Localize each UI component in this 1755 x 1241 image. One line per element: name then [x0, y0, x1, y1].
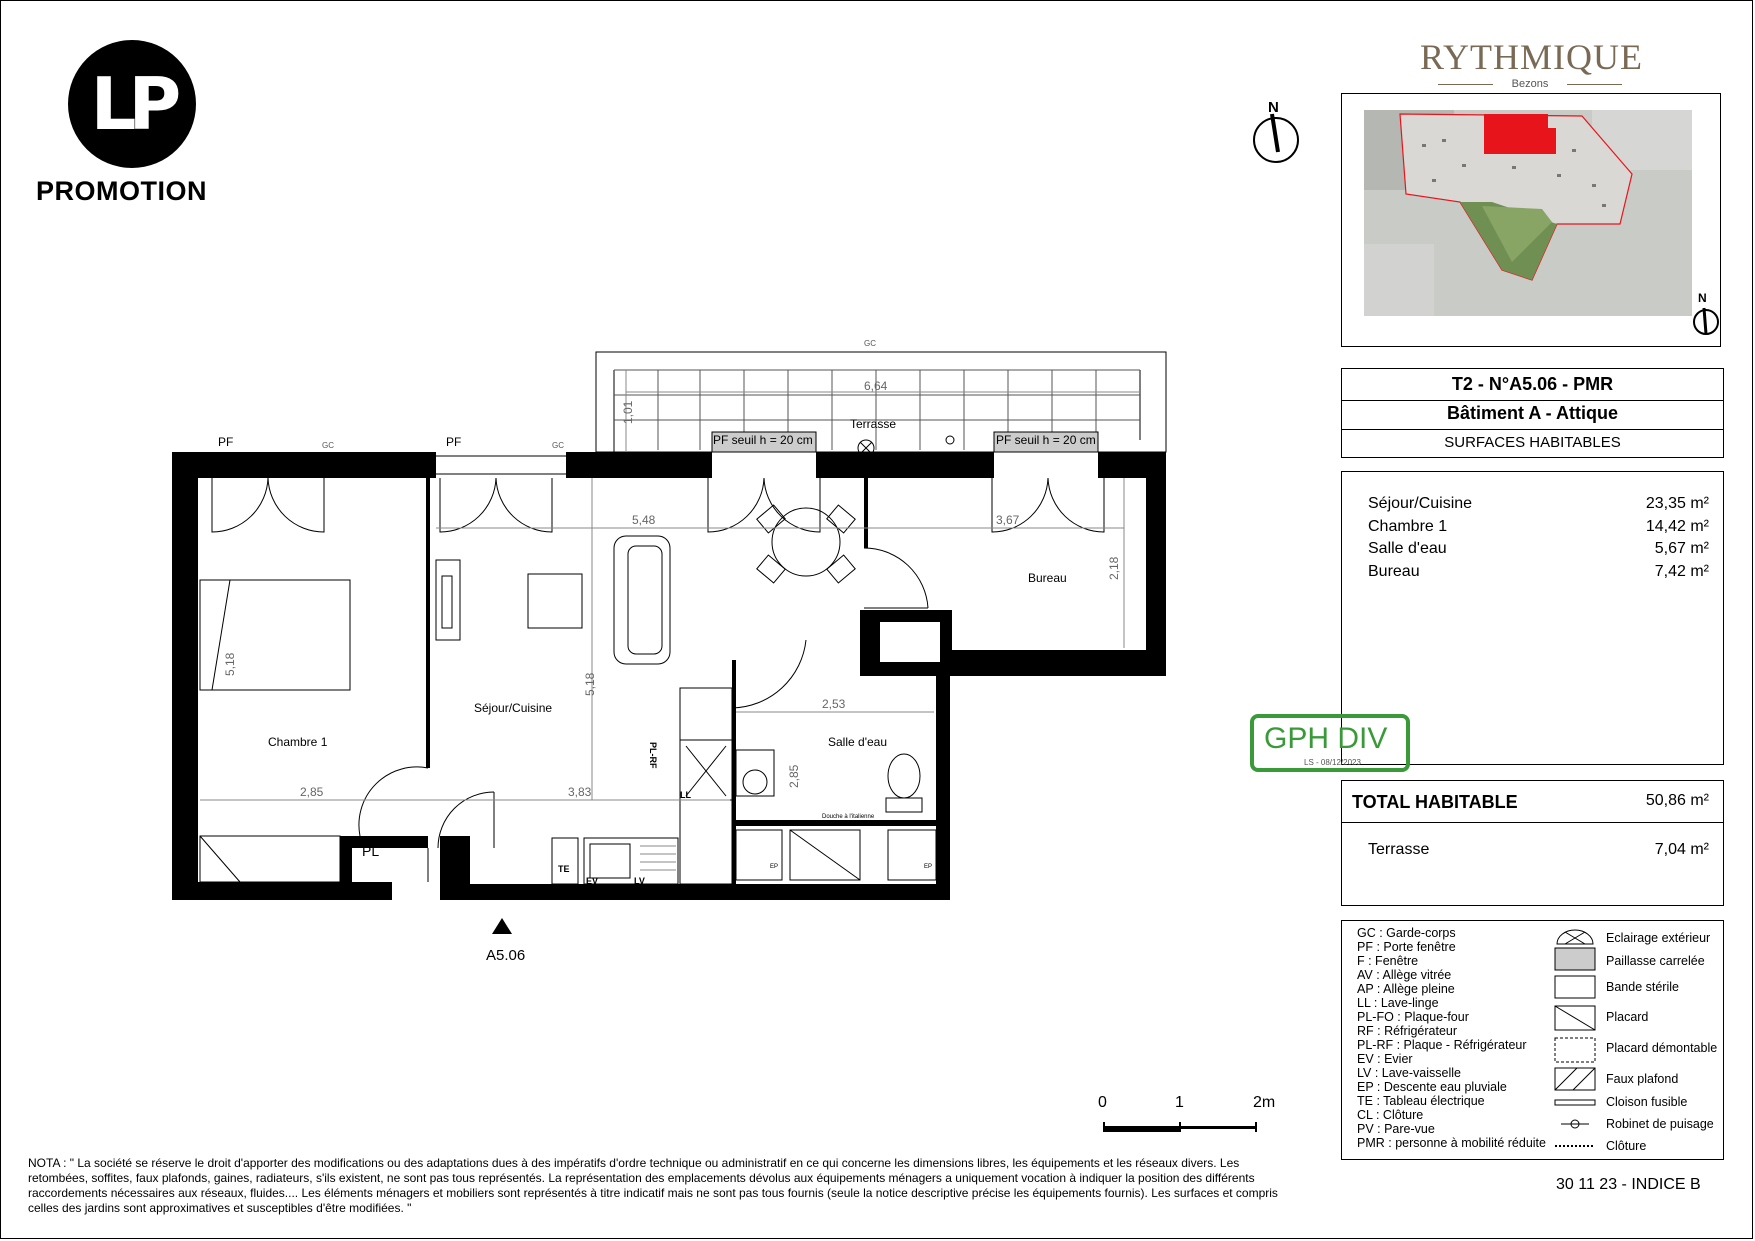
surface-room: Salle d'eau — [1368, 540, 1447, 557]
brand-city: Bezons — [1511, 78, 1549, 90]
legend-symbol-label: Faux plafond — [1606, 1072, 1679, 1086]
legend-symbol-label: Placard démontable — [1606, 1041, 1718, 1055]
surface-area: 14,42 m² — [1645, 518, 1709, 535]
legend-abbreviation: LL : Lave-linge — [1357, 996, 1439, 1010]
legend-symbol-icons — [1553, 926, 1597, 1152]
site-north-label: N — [1698, 291, 1707, 305]
removable-closet-icon — [1555, 1038, 1595, 1062]
logo-letters: LP — [90, 62, 174, 146]
site-plan-map — [1342, 94, 1720, 346]
pf-seuil-label: PF seuil h = 20 cm — [713, 433, 813, 447]
terrace-row — [1368, 841, 1709, 859]
surface-row — [1368, 518, 1709, 536]
legend-abbreviation: RF : Réfrigérateur — [1357, 1024, 1458, 1038]
total-box — [1341, 780, 1724, 906]
sterile-strip-icon — [1555, 976, 1595, 998]
legend-symbol-label: Eclairage extérieur — [1606, 931, 1711, 945]
legend-abbreviation: PMR : personne à mobilité réduite — [1357, 1136, 1546, 1150]
dim-285: 2,85 — [300, 785, 324, 799]
legend-abbreviation: PV : Pare-vue — [1357, 1122, 1435, 1136]
dim-518: 5,18 — [223, 652, 237, 676]
ll-label: LL — [680, 790, 691, 800]
north-arrow-icon — [1248, 96, 1308, 168]
pl-label: PL — [362, 843, 380, 859]
gc-label: GC — [322, 441, 334, 450]
exterior-light-icon — [1557, 930, 1593, 944]
unit-title-box — [1341, 368, 1724, 458]
brand-name: RYTHMIQUE — [1420, 37, 1643, 77]
legend-symbol-label: Bande stérile — [1606, 980, 1679, 994]
surface-area: 7,42 m² — [1654, 563, 1709, 580]
surface-row — [1368, 540, 1709, 558]
lv-label: LV — [634, 876, 645, 886]
gc-label: GC — [552, 441, 564, 450]
legend-abbreviation: TE : Tableau électrique — [1357, 1094, 1485, 1108]
scale-label-1: 1 — [1175, 1094, 1184, 1111]
pf-label: PF — [218, 435, 234, 449]
scale-label-0: 0 — [1098, 1094, 1107, 1111]
dim-253: 2,53 — [822, 697, 846, 711]
legend-symbol-label: Clôture — [1606, 1139, 1647, 1153]
site-plan-box — [1341, 93, 1721, 347]
te-label: TE — [558, 864, 570, 874]
terrace-area: 7,04 m² — [1654, 841, 1709, 858]
legend-abbreviation: AV : Allège vitrée — [1357, 968, 1452, 982]
total-row — [1352, 792, 1709, 813]
shower-label: Douche à l'italienne — [822, 814, 875, 820]
pl-rf-label: PL-RF — [648, 742, 658, 769]
stamp-sub: LS - 08/12/2023 — [1304, 758, 1361, 767]
bathroom-label: Salle d'eau — [828, 735, 888, 749]
pf-seuil-label: PF seuil h = 20 cm — [996, 433, 1096, 447]
unit-building: Bâtiment A - Attique — [1447, 403, 1618, 423]
north-label: N — [1268, 99, 1279, 116]
surface-row — [1368, 563, 1709, 581]
dim-285: 2,85 — [787, 764, 801, 788]
entry-arrow-icon — [492, 918, 512, 934]
legend-abbreviation: CL : Clôture — [1357, 1108, 1424, 1122]
legend-abbreviation: PF : Porte fenêtre — [1357, 940, 1456, 954]
legend-abbreviation: F : Fenêtre — [1357, 954, 1419, 968]
tiled-counter-icon — [1555, 948, 1595, 970]
unit-section: SURFACES HABITABLES — [1444, 434, 1621, 451]
ev-label: EV — [586, 876, 599, 886]
dim-218: 2,18 — [1107, 556, 1121, 580]
dim-548: 5,48 — [632, 513, 656, 527]
dim-383: 3,83 — [568, 785, 592, 799]
legend-abbreviation: EP : Descente eau pluviale — [1357, 1080, 1507, 1094]
dim-518: 5,18 — [583, 672, 597, 696]
total-area: 50,86 m² — [1645, 792, 1709, 809]
ep-label: EP — [924, 864, 933, 870]
legend-abbreviation: PL-FO : Plaque-four — [1357, 1010, 1469, 1024]
living-label: Séjour/Cuisine — [474, 701, 553, 715]
bedroom-label: Chambre 1 — [268, 735, 328, 749]
surface-row — [1368, 495, 1709, 513]
legend-symbol-label: Paillasse carrelée — [1606, 954, 1705, 968]
legend-symbol-label: Robinet de puisage — [1606, 1117, 1714, 1131]
legend-abbreviation: GC : Garde-corps — [1357, 926, 1456, 940]
terrace-label: Terrasse — [1368, 841, 1430, 858]
scale-bar — [1094, 1118, 1274, 1138]
false-ceiling-icon — [1555, 1068, 1595, 1090]
ep-label: EP — [770, 864, 779, 870]
terrace-room-label: Terrasse — [850, 417, 897, 431]
surface-room: Chambre 1 — [1368, 518, 1448, 535]
gc-label: GC — [864, 339, 876, 348]
surface-room: Bureau — [1368, 563, 1420, 580]
legend-abbreviation: EV : Evier — [1357, 1052, 1413, 1066]
legal-note: NOTA : " La société se réserve le droit d'apporter des modifications ou des adaptations dues à des impératifs d'ordre technique ou administratif en ce qui concerne les dimensions libres, les équipements et les réseaux divers. Les retombées, soffites, faux plafonds, gaines, radiateurs, s'ils existent, ne sont pas tous représentés. La représentation des emplacements dévolus aux équipements ménagers a uniquement vocation à indiquer la position des différents raccordements nécessaires aux réseaux, fluides.... Les éléments ménagers et mobiliers sont représentés à titre indicatif mais ne sont pas tous fournis (seule la notice descriptive précise les équipements fournis). Les surfaces et compris celles des jardins sont approximatives et susceptibles d'être modifiées. " — [28, 1156, 1278, 1215]
legend-abbreviation: AP : Allège pleine — [1357, 982, 1455, 996]
logo-name: PROMOTION — [36, 176, 207, 206]
surface-area: 23,35 m² — [1645, 495, 1709, 512]
dim-101: 1,01 — [621, 400, 635, 424]
pf-label: PF — [446, 435, 462, 449]
entry-label: A5.06 — [486, 947, 526, 964]
unit-title: T2 - N°A5.06 - PMR — [1451, 374, 1614, 394]
revision-date: 30 11 23 - INDICE B — [1556, 1176, 1701, 1193]
legend-abbreviation: LV : Lave-vaisselle — [1357, 1066, 1461, 1080]
legend-abbreviation: PL-RF : Plaque - Réfrigérateur — [1357, 1038, 1527, 1052]
office-label: Bureau — [1028, 571, 1067, 585]
fusible-partition-icon — [1555, 1100, 1595, 1105]
stamp-text: GPH DIV — [1264, 722, 1388, 755]
scale-label-2m: 2m — [1253, 1094, 1276, 1111]
legend-symbol-label: Placard — [1606, 1010, 1649, 1024]
unit-highlight — [1484, 114, 1556, 154]
surface-room: Séjour/Cuisine — [1368, 495, 1473, 512]
dim-664: 6,64 — [864, 379, 888, 393]
legend-symbol-label: Cloison fusible — [1606, 1095, 1688, 1109]
approval-stamp — [1250, 714, 1410, 772]
total-label: TOTAL HABITABLE — [1352, 792, 1518, 812]
surface-area: 5,67 m² — [1654, 540, 1709, 557]
dim-367: 3,67 — [996, 513, 1020, 527]
